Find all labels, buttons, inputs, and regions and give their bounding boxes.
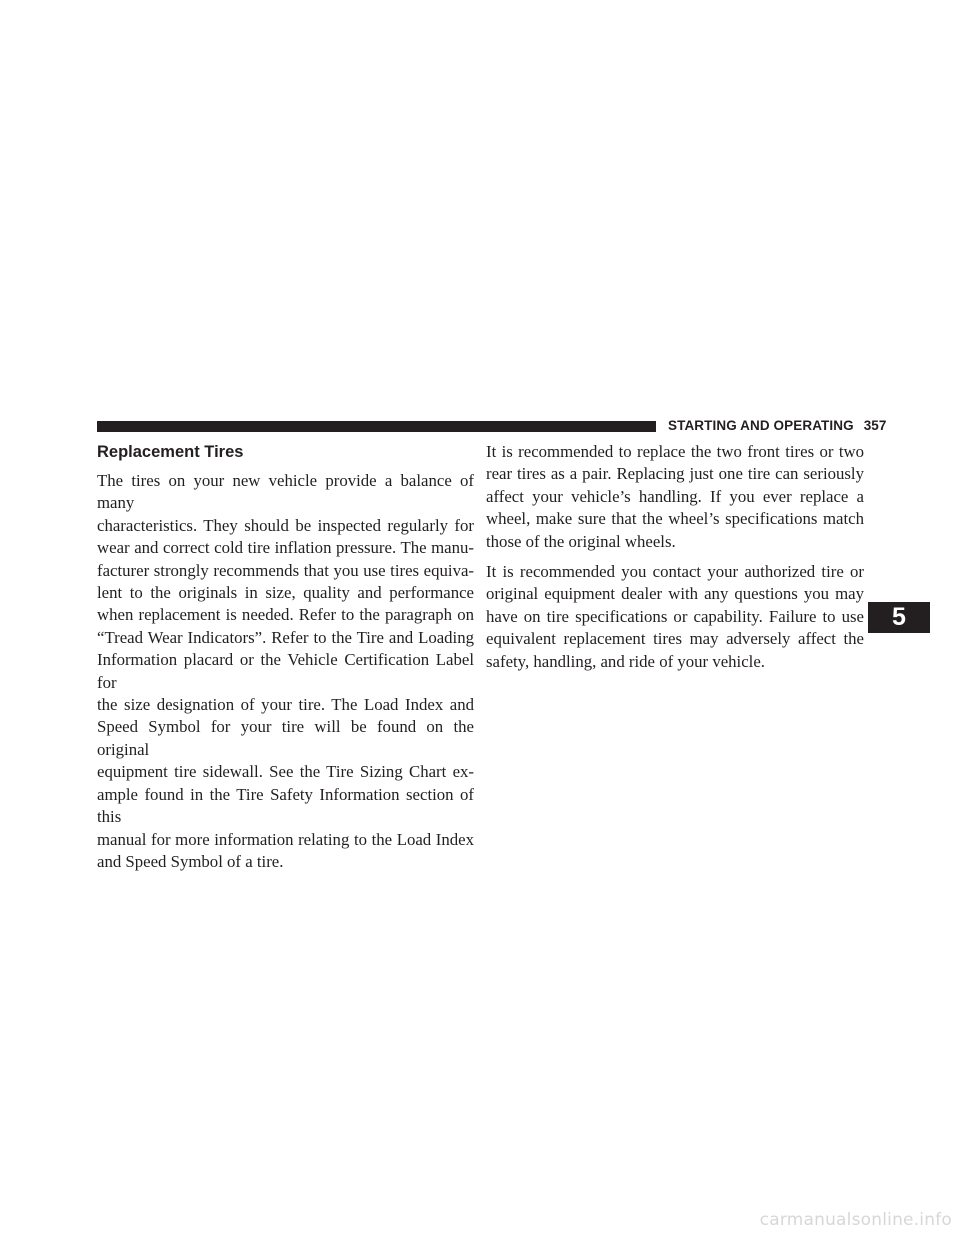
text-line: equivalent replacement tires may adversely affect the (486, 629, 864, 649)
text-line: those of the original wheels. (486, 531, 676, 551)
text-line: facturer strongly recommends that you use tires equiva- (97, 560, 474, 580)
text-line: It is recommended you contact your authorized tire or (486, 562, 864, 582)
text-line: ample found in the Tire Safety Information section of this (97, 784, 474, 827)
chapter-tab: 5 (868, 602, 930, 633)
text-line: Speed Symbol for your tire will be found on the original (97, 717, 474, 759)
text-line: wear and correct cold tire inflation pressure. The manu- (97, 538, 474, 558)
text-line: the size designation of your tire. The Load Index and (97, 695, 474, 715)
text-line: wheel, make sure that the wheel’s specifications match (486, 509, 864, 529)
text-line: and Speed Symbol of a tire. (97, 851, 284, 871)
text-line: lent to the originals in size, quality and performance (97, 583, 474, 603)
text-line: It is recommended to replace the two front tires or two (486, 442, 864, 461)
header-rule (97, 421, 656, 432)
text-line: manual for more information relating to the Load Index (97, 829, 474, 849)
text-line: affect your vehicle’s handling. If you ever replace a (486, 486, 864, 506)
running-header (668, 418, 887, 434)
text-line: characteristics. They should be inspected regularly for (97, 515, 474, 535)
paragraph-contact-dealer (486, 561, 864, 673)
watermark: carmanualsonline.info (759, 1210, 952, 1230)
text-line: safety, handling, and ride of your vehicle. (486, 651, 765, 671)
text-line: original equipment dealer with any questions you may (486, 584, 864, 604)
left-column (97, 470, 474, 873)
text-line: “Tread Wear Indicators”. Refer to the Tire and Loading (97, 627, 474, 647)
header-section-title: STARTING AND OPERATING (668, 418, 854, 433)
text-line: have on tire specifications or capability. Failure to use (486, 606, 864, 626)
text-line: The tires on your new vehicle provide a balance of many (97, 471, 474, 513)
page-number: 357 (863, 418, 887, 433)
text-line: equipment tire sidewall. See the Tire Sizing Chart ex- (97, 762, 474, 782)
section-title: Replacement Tires (97, 443, 244, 461)
paragraph-replacement-tires (97, 470, 474, 873)
right-column (486, 441, 864, 673)
paragraph-replace-in-pairs (486, 441, 864, 553)
text-line: rear tires as a pair. Replacing just one tire can seriously (486, 464, 864, 484)
text-line: when replacement is needed. Refer to the paragraph on (97, 605, 474, 625)
text-line: Information placard or the Vehicle Certification Label for (97, 650, 474, 692)
